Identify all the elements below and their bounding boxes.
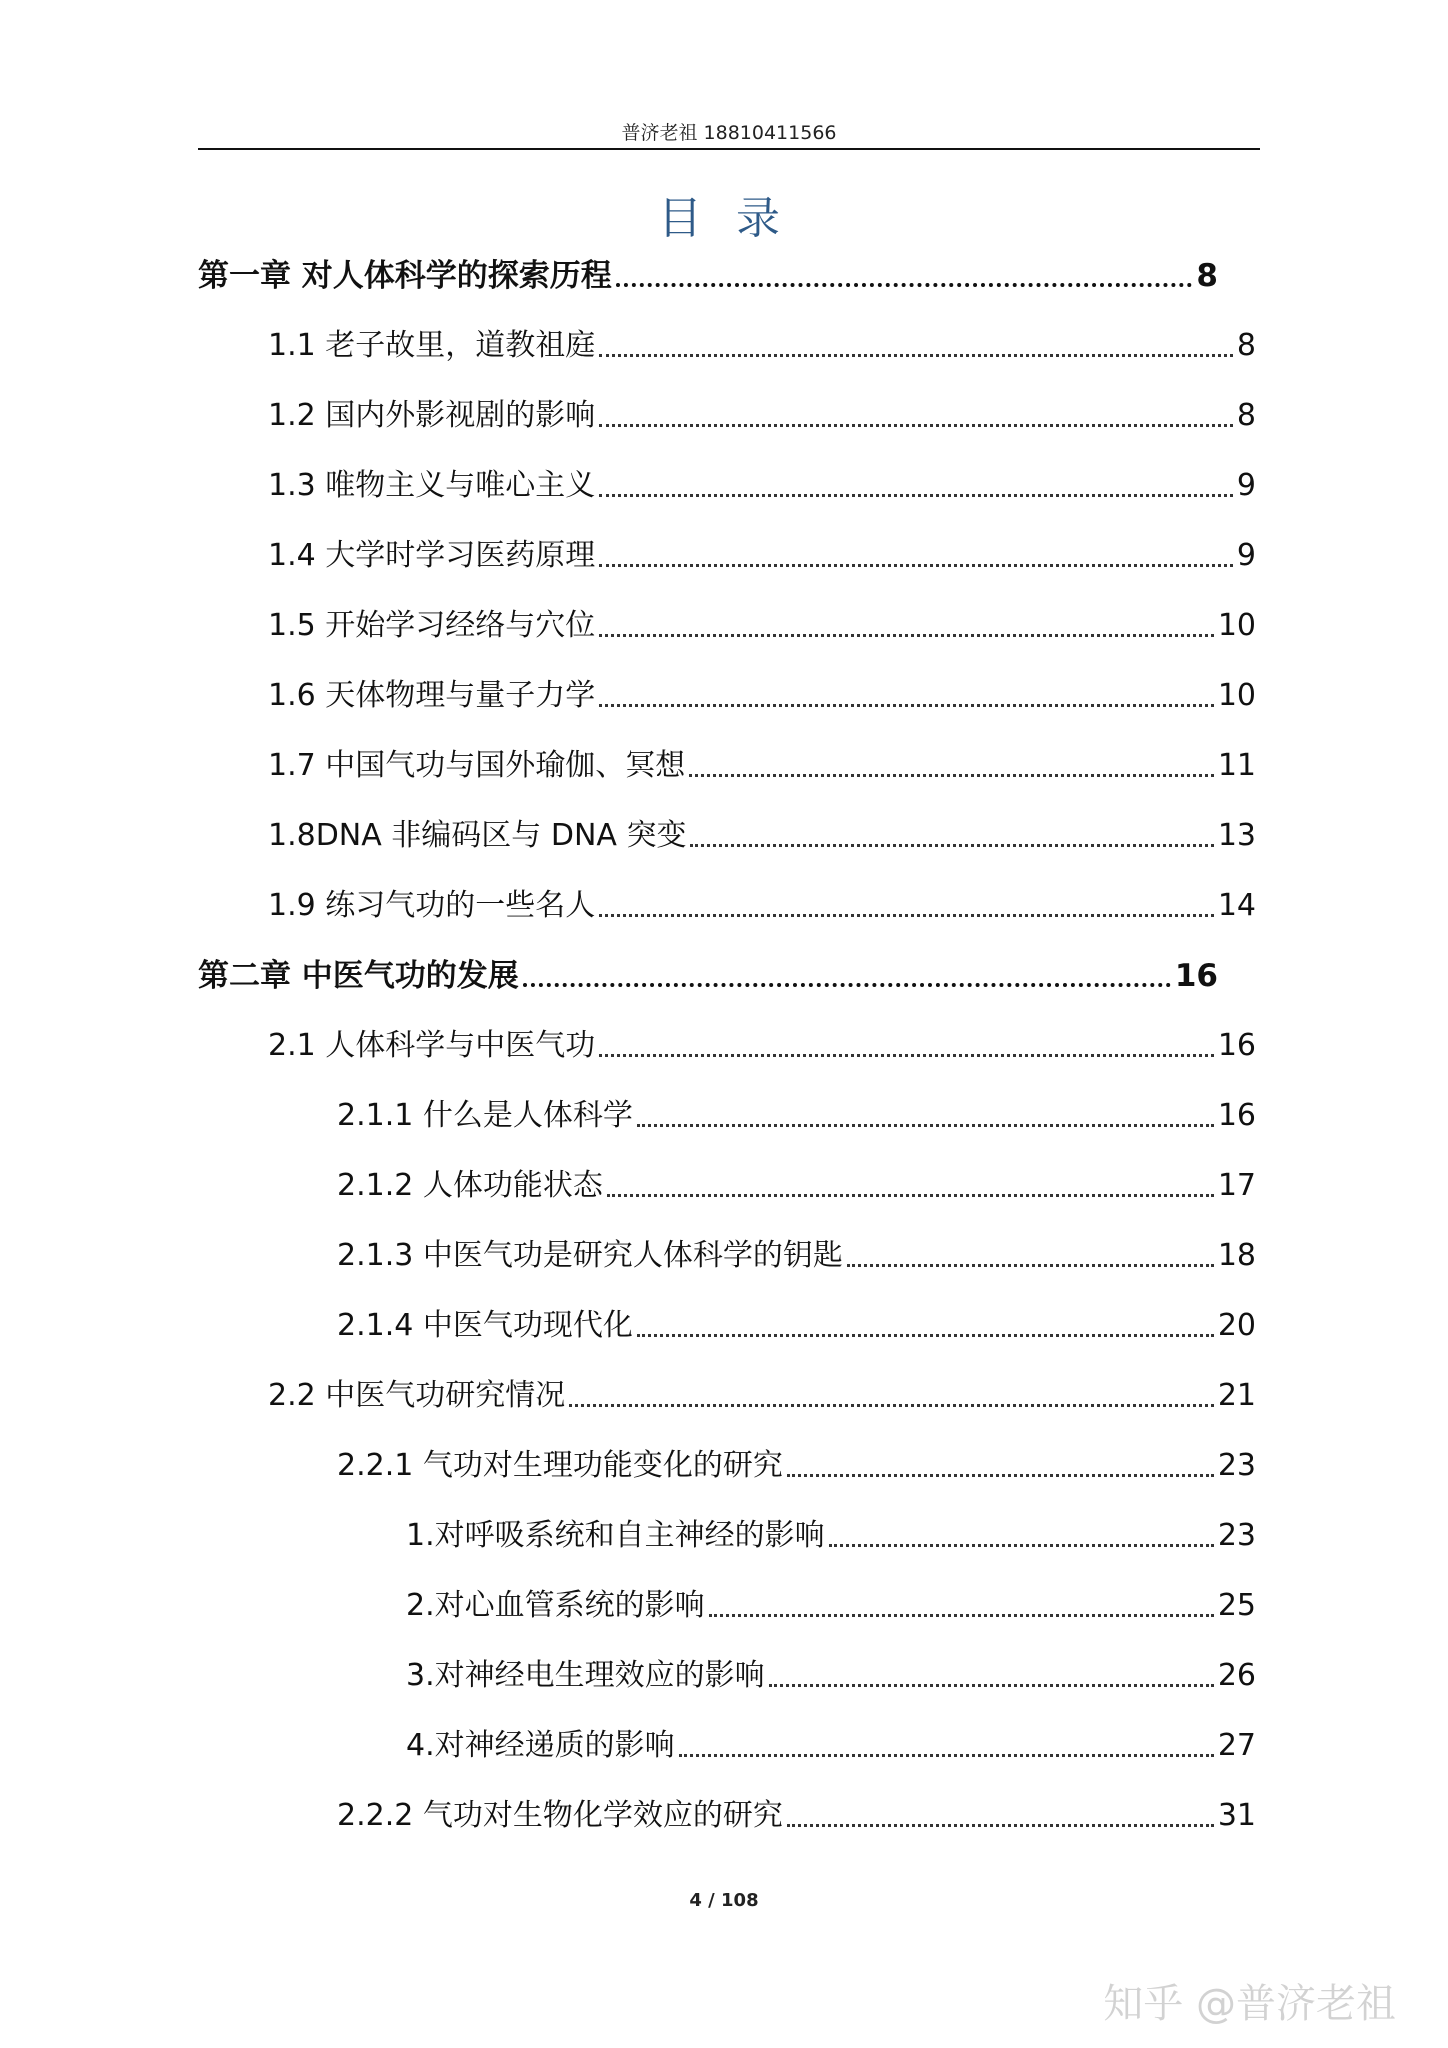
- toc-entry-label: 1.2 国内外影视剧的影响: [268, 398, 596, 433]
- dot-leader: [689, 774, 1214, 777]
- toc-entry-page: 16: [1217, 1098, 1256, 1133]
- toc-entry-label: 1.7 中国气功与国外瑜伽、冥想: [268, 748, 686, 783]
- toc-entry-page: 16: [1174, 958, 1218, 994]
- dot-leader: [599, 564, 1233, 567]
- toc-entry[interactable]: [406, 1726, 1256, 1766]
- toc-entry[interactable]: [406, 1516, 1256, 1556]
- toc-entry[interactable]: [337, 1796, 1256, 1836]
- toc-entry-label: 2.对心血管系统的影响: [406, 1588, 705, 1623]
- toc-entry-page: 17: [1217, 1168, 1256, 1203]
- dot-leader: [679, 1754, 1214, 1757]
- toc-entry-page: 13: [1217, 818, 1256, 853]
- toc-entry-page: 26: [1217, 1658, 1256, 1693]
- dot-leader: [616, 283, 1193, 287]
- watermark: 知乎 @普济老祖: [1103, 1981, 1396, 2027]
- dot-leader: [599, 424, 1233, 427]
- dot-leader: [599, 1054, 1214, 1057]
- toc-entry-page: 21: [1217, 1378, 1256, 1413]
- toc-entry-page: 9: [1236, 468, 1256, 503]
- toc-entry-page: 14: [1217, 888, 1256, 923]
- dot-leader: [637, 1334, 1214, 1337]
- toc-entry-page: 10: [1217, 678, 1256, 713]
- toc-entry-label: 1.6 天体物理与量子力学: [268, 678, 596, 713]
- toc-entry[interactable]: [268, 676, 1256, 716]
- toc-entry-page: 8: [1236, 398, 1256, 433]
- toc-entry[interactable]: [268, 816, 1256, 856]
- toc-entry-page: 25: [1217, 1588, 1256, 1623]
- dot-leader: [787, 1474, 1214, 1477]
- toc-entry-label: 2.1.3 中医气功是研究人体科学的钥匙: [337, 1238, 843, 1273]
- toc-entry-label: 1.1 老子故里，道教祖庭: [268, 328, 596, 363]
- dot-leader: [523, 983, 1171, 987]
- toc-entry-label: 2.2 中医气功研究情况: [268, 1378, 566, 1413]
- toc-entry-label: 2.1.4 中医气功现代化: [337, 1308, 633, 1343]
- toc-entry[interactable]: [268, 1026, 1256, 1066]
- toc-entry[interactable]: [268, 886, 1256, 926]
- dot-leader: [569, 1404, 1214, 1407]
- toc-entry-page: 23: [1217, 1518, 1256, 1553]
- toc-entry-label: 第一章 对人体科学的探索历程: [198, 258, 612, 294]
- toc-entry-label: 2.2.2 气功对生物化学效应的研究: [337, 1798, 783, 1833]
- toc-title: 目 录: [658, 193, 790, 244]
- dot-leader: [829, 1544, 1214, 1547]
- page-header: 普济老祖 18810411566: [621, 122, 837, 144]
- toc-entry-page: 16: [1217, 1028, 1256, 1063]
- toc-entry[interactable]: [337, 1306, 1256, 1346]
- toc-entry-page: 8: [1236, 328, 1256, 363]
- dot-leader: [599, 914, 1214, 917]
- toc-entry[interactable]: [268, 536, 1256, 576]
- toc-entry-label: 1.9 练习气功的一些名人: [268, 888, 596, 923]
- toc-entry-page: 18: [1217, 1238, 1256, 1273]
- toc-entry[interactable]: [268, 1376, 1256, 1416]
- toc-entry-label: 2.2.1 气功对生理功能变化的研究: [337, 1448, 783, 1483]
- toc-entry-label: 第二章 中医气功的发展: [198, 958, 519, 994]
- toc-chapter-entry[interactable]: [198, 956, 1218, 996]
- toc-entry[interactable]: [337, 1096, 1256, 1136]
- toc-entry[interactable]: [406, 1586, 1256, 1626]
- toc-entry-page: 20: [1217, 1308, 1256, 1343]
- toc-entry-label: 1.5 开始学习经络与穴位: [268, 608, 596, 643]
- toc-entry[interactable]: [406, 1656, 1256, 1696]
- toc-entry-label: 1.4 大学时学习医药原理: [268, 538, 596, 573]
- dot-leader: [787, 1824, 1214, 1827]
- toc-entry-page: 9: [1236, 538, 1256, 573]
- dot-leader: [599, 354, 1233, 357]
- toc-entry[interactable]: [268, 606, 1256, 646]
- dot-leader: [637, 1124, 1214, 1127]
- dot-leader: [769, 1684, 1214, 1687]
- toc-entry-label: 4.对神经递质的影响: [406, 1728, 675, 1763]
- toc-entry-page: 8: [1196, 258, 1218, 294]
- toc-entry-page: 27: [1217, 1728, 1256, 1763]
- dot-leader: [847, 1264, 1214, 1267]
- toc-entry[interactable]: [268, 326, 1256, 366]
- dot-leader: [709, 1614, 1214, 1617]
- toc-entry[interactable]: [337, 1446, 1256, 1486]
- toc-entry-page: 11: [1217, 748, 1256, 783]
- toc-entry-label: 1.对呼吸系统和自主神经的影响: [406, 1518, 825, 1553]
- dot-leader: [690, 844, 1213, 847]
- toc-entry[interactable]: [268, 746, 1256, 786]
- toc-entry-page: 23: [1217, 1448, 1256, 1483]
- dot-leader: [599, 494, 1233, 497]
- toc-entry-page: 31: [1217, 1798, 1256, 1833]
- dot-leader: [599, 704, 1214, 707]
- toc-entry[interactable]: [337, 1236, 1256, 1276]
- toc-entry[interactable]: [337, 1166, 1256, 1206]
- header-rule: [198, 148, 1260, 150]
- toc-entry[interactable]: [268, 466, 1256, 506]
- toc-entry-label: 1.8DNA 非编码区与 DNA 突变: [268, 818, 687, 853]
- page-number: 4 / 108: [689, 1890, 759, 1911]
- toc-entry[interactable]: [268, 396, 1256, 436]
- toc-entry-label: 2.1.2 人体功能状态: [337, 1168, 603, 1203]
- toc-entry-label: 2.1.1 什么是人体科学: [337, 1098, 633, 1133]
- dot-leader: [607, 1194, 1214, 1197]
- toc-entry-page: 10: [1217, 608, 1256, 643]
- toc-chapter-entry[interactable]: [198, 256, 1218, 296]
- toc-entry-label: 2.1 人体科学与中医气功: [268, 1028, 596, 1063]
- toc-entry-label: 1.3 唯物主义与唯心主义: [268, 468, 596, 503]
- toc-entry-label: 3.对神经电生理效应的影响: [406, 1658, 765, 1693]
- dot-leader: [599, 634, 1214, 637]
